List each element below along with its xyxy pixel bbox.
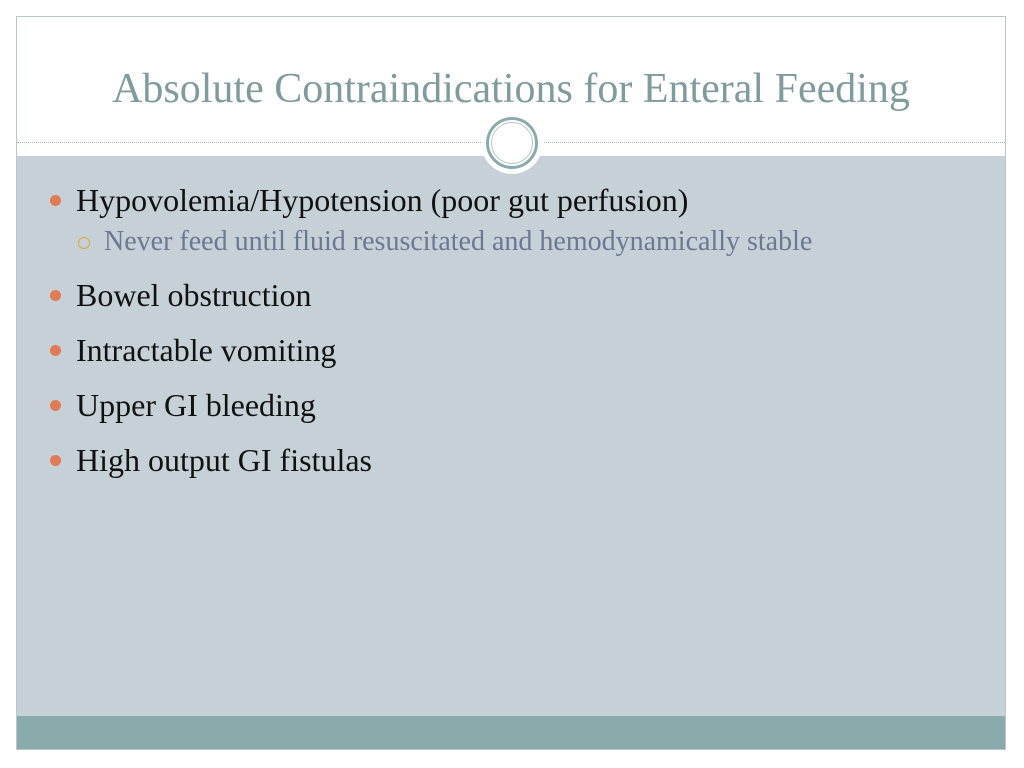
emblem-inner-ring: [491, 122, 533, 164]
bullet-item-hypovolemia: [48, 178, 988, 222]
bullet-text: High output GI fistulas: [76, 442, 372, 478]
bullet-text: Upper GI bleeding: [76, 387, 316, 423]
bullet-text: Bowel obstruction: [76, 277, 312, 313]
sub-bullet-item-never-feed: [48, 222, 988, 262]
bullet-item-intractable-vomiting: [48, 328, 988, 372]
bullet-list: [48, 178, 988, 482]
slide-title: Absolute Contraindications for Enteral Feeding: [112, 66, 910, 112]
filled-circle-bullet-icon: [50, 400, 61, 411]
filled-circle-bullet-icon: [50, 345, 61, 356]
hollow-circle-bullet-icon: [78, 237, 90, 249]
bullet-item-gi-fistulas: [48, 438, 988, 482]
filled-circle-bullet-icon: [50, 290, 61, 301]
filled-circle-bullet-icon: [50, 455, 61, 466]
sub-bullet-text: Never feed until fluid resuscitated and hemodynamically stable: [104, 226, 813, 257]
bullet-item-upper-gi-bleeding: [48, 383, 988, 427]
bullet-item-bowel-obstruction: [48, 273, 988, 317]
bullet-text: Hypovolemia/Hypotension (poor gut perfusion): [76, 182, 689, 218]
bullet-text: Intractable vomiting: [76, 332, 337, 368]
filled-circle-bullet-icon: [50, 195, 61, 206]
footer-bar: [17, 716, 1005, 749]
